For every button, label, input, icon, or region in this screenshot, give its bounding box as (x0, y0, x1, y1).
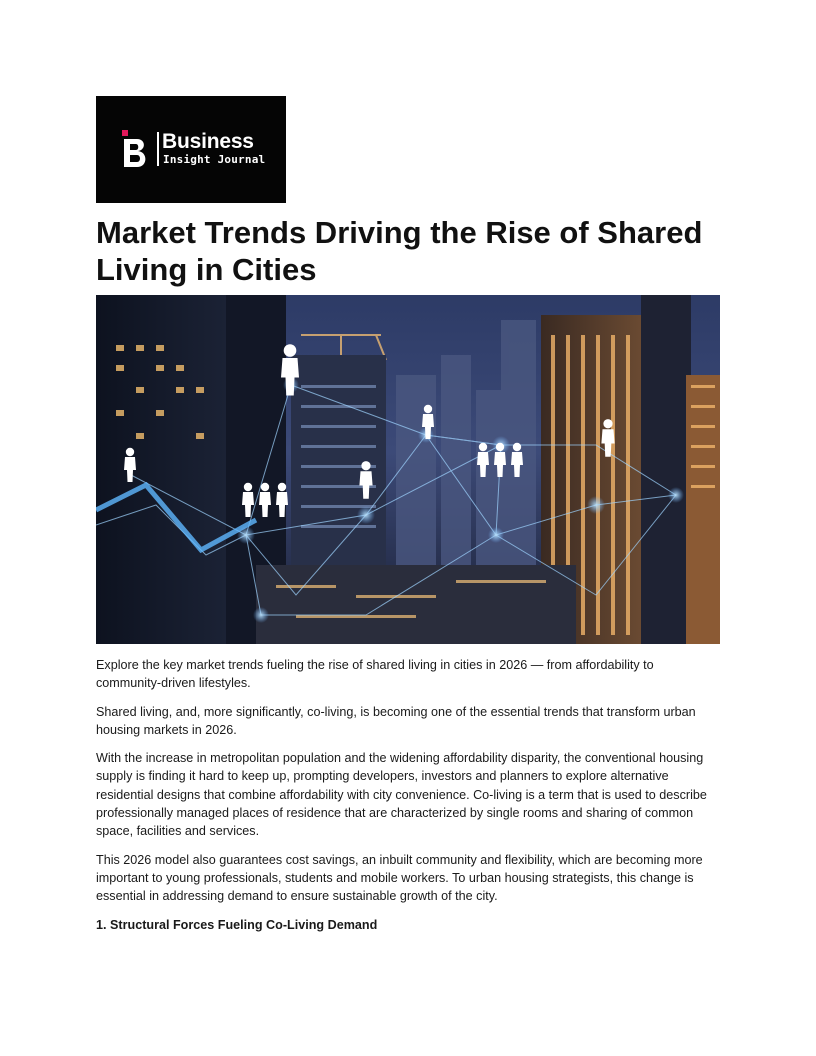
paragraph-model: This 2026 model also guarantees cost savings, an inbuilt community and flexibility, which are becoming more important to young professionals, students and mobile workers. To urban housing strategists, this change is essential in addressing demand to ensure sustainable growth of the city. (96, 852, 703, 904)
hero-image (96, 295, 720, 644)
logo-b-mark (122, 130, 152, 168)
section-heading: 1. Structural Forces Fueling Co-Living Demand (96, 917, 378, 932)
brand-logo (96, 96, 286, 203)
logo-word-business: Business (162, 130, 254, 153)
article-body (96, 656, 720, 934)
logo-word-insight-journal: Insight Journal (163, 153, 266, 166)
paragraph-shared-living: Shared living, and, more significantly, co-living, is becoming one of the essential trends that transform urban housing markets in 2026. (96, 704, 696, 737)
paragraph-intro: Explore the key market trends fueling the rise of shared living in cities in 2026 — from affordability to community-driven lifestyles. (96, 658, 654, 691)
paragraph-population: With the increase in metropolitan population and the widening affordability disparity, the conventional housing supply is finding it hard to keep up, prompting developers, investors and planners to explore alternative residential designs that combine affordability with city convenience. Co-living is a term that is used to describe professionally managed places of residence that are characterized by single rooms and sharing of common space, facilities and services. (96, 751, 707, 839)
article-title: Market Trends Driving the Rise of Shared Living in Cities (96, 215, 703, 287)
logo-divider (157, 132, 159, 166)
